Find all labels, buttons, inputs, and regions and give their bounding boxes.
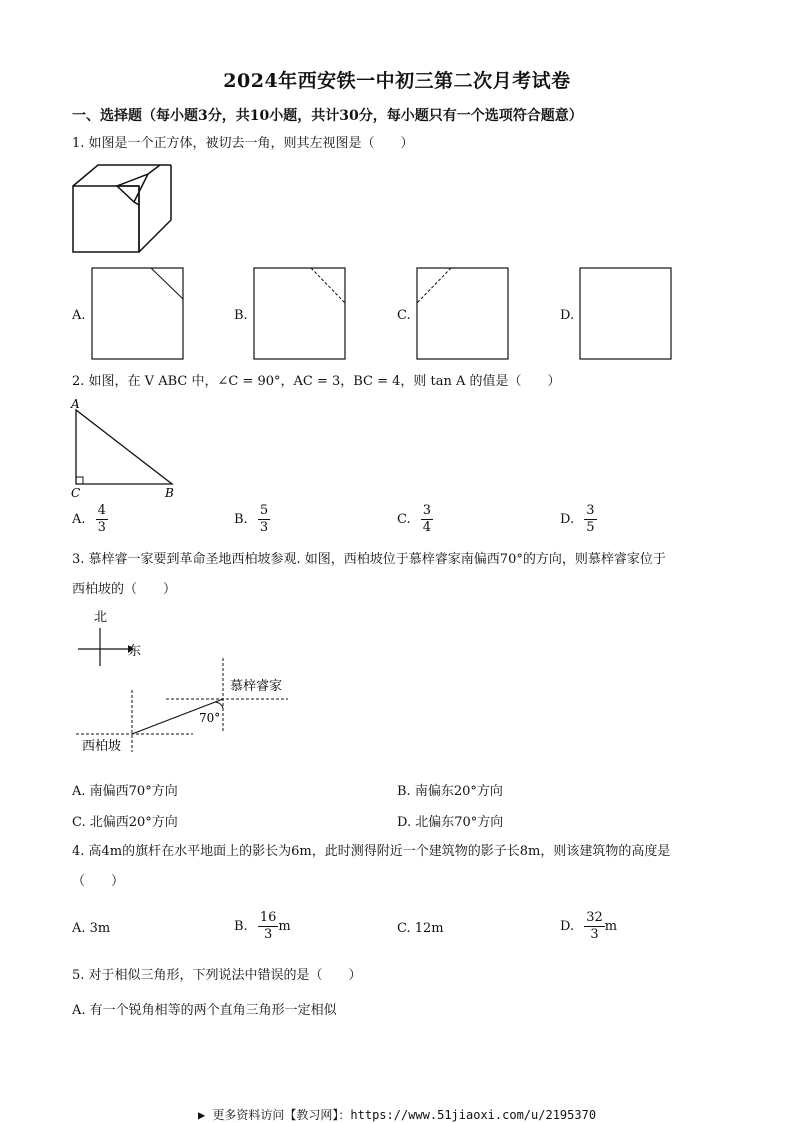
numerator: 5 [259,503,269,518]
question-3-stem-line2: 西柏坡的（ ） [72,582,177,597]
vertex-c-label: C [71,486,81,500]
numerator: 32 [586,910,603,925]
question-5-stem: 5. 对于相似三角形，下列说法中错误的是（ ） [72,968,362,983]
question-1-stem: 1. 如图是一个正方体，被切去一角，则其左视图是（ ） [72,136,414,151]
q2-option-c-letter: C. [397,512,411,527]
q2-option-a[interactable] [72,503,108,536]
q1-option-b-label[interactable]: B. [234,308,248,323]
q3-option-d[interactable]: D. 北偏东70°方向 [397,815,504,830]
numerator: 3 [422,503,432,518]
numerator: 16 [259,910,277,925]
q5-option-a[interactable]: A. 有一个锐角相等的两个直角三角形一定相似 [72,1003,337,1018]
q2-right-triangle-figure [68,396,188,500]
q1-option-d-label[interactable]: D. [560,308,575,323]
numerator: 4 [97,503,106,518]
q3-option-c[interactable]: C. 北偏西20°方向 [72,815,178,830]
question-4-stem-line2: （ ） [72,874,125,889]
q2-option-b[interactable] [234,503,270,536]
q2-option-d[interactable] [560,503,597,536]
denominator: 4 [422,520,432,535]
q2-option-a-letter: A. [72,512,86,527]
q4-option-d-fraction [584,910,605,943]
page-title: 2024年西安铁一中初三第二次月考试卷 [223,70,571,92]
angle-arc [215,702,223,708]
q2-option-b-fraction [258,503,270,536]
denominator: 3 [97,520,106,535]
vertex-a-label: A [71,397,80,411]
section-heading: 一、选择题（每小题3分，共10小题，共计30分，每小题只有一个选项符合题意） [72,108,583,124]
q4-option-d-unit: m [604,919,618,934]
q4-option-c[interactable]: C. 12m [397,921,444,936]
q2-option-c-fraction [421,503,433,536]
q1-option-c-label[interactable]: C. [397,308,411,323]
q1-option-a-figure [91,267,185,361]
q1-option-b-figure [253,267,347,361]
question-4-stem-line1: 4. 高4m的旗杆在水平地面上的影长为6m，此时测得附近一个建筑物的影子长8m，则该建筑物的高度是 [72,844,671,859]
question-3-stem-line1: 3. 慕梓睿一家要到革命圣地西柏坡参观. 如图，西柏坡位于慕梓睿家南偏西70°的方向，则慕梓睿家位于 [72,552,666,567]
q1-cube-figure [70,160,180,258]
vertex-b-label: B [165,486,174,500]
footer-link[interactable]: ▶ 更多资料访问【教习网】：https://www.51jiaoxi.com/u/2195370 [197,1108,597,1122]
q2-option-b-letter: B. [234,512,248,527]
home-label: 慕梓睿家 [230,679,283,694]
denominator: 5 [586,520,595,535]
compass-east-label: 东 [128,644,142,659]
denominator: 3 [263,927,273,942]
q2-option-d-letter: D. [560,512,575,527]
q2-option-a-fraction [96,503,108,536]
q3-direction-figure [68,604,308,764]
denominator: 3 [259,520,269,535]
q1-option-d-figure [579,267,673,361]
compass-north-label: 北 [94,610,108,625]
angle-label: 70° [199,711,221,725]
q4-option-b[interactable] [234,910,291,943]
question-2-stem: 2. 如图，在 V ABC 中，∠C = 90°，AC = 3，BC = 4，则 tan A 的值是（ ） [72,374,561,389]
q4-option-b-unit: m [278,919,291,934]
q4-option-a[interactable]: A. 3m [72,921,111,936]
numerator: 3 [586,503,595,518]
q4-option-b-fraction [258,910,279,943]
q3-option-a[interactable]: A. 南偏西70°方向 [72,784,178,799]
q4-option-d[interactable] [560,910,617,943]
q2-option-d-fraction [584,503,596,536]
q2-option-c[interactable] [397,503,433,536]
q4-option-d-letter: D. [560,919,575,934]
q3-option-b[interactable]: B. 南偏东20°方向 [397,784,503,799]
q1-option-c-figure [416,267,510,361]
site-label: 西柏坡 [82,739,122,754]
q1-option-a-label[interactable]: A. [72,308,86,323]
denominator: 3 [590,927,599,942]
q4-option-b-letter: B. [234,919,248,934]
